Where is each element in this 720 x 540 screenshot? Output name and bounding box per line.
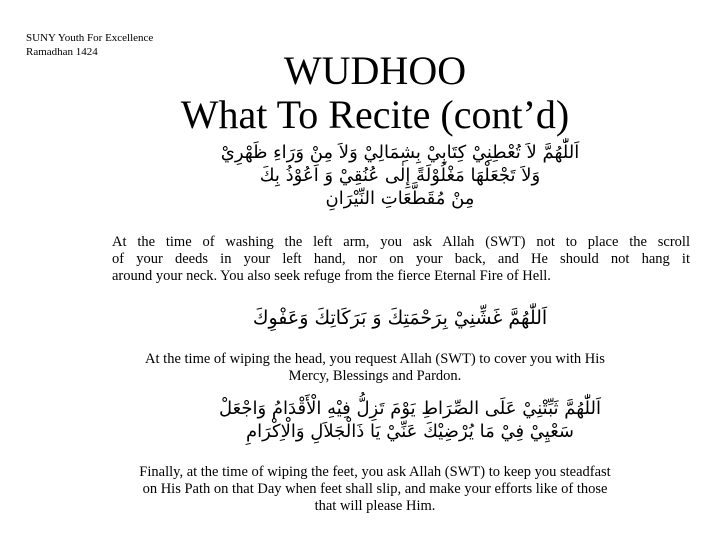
arabic-dua-left-arm xyxy=(100,141,700,210)
organization-name: SUNY Youth For Excellence xyxy=(26,32,154,44)
translation-line: Mercy, Blessings and Pardon. xyxy=(288,368,462,384)
arabic-line: مِنْ مُقَطَّعَاتِ النِّيْرَانِ xyxy=(325,188,475,209)
translation-line: of your deeds in your left hand, nor on your back, and He should not hang it xyxy=(112,251,690,267)
arabic-line: وَلاَ تَجْعَلْهَا مَغْلُوْلَةً إِلٰى عُنُقِيْ وَ اَعُوْذُ بِكَ xyxy=(259,165,541,186)
translation-head xyxy=(95,351,655,385)
translation-left-arm xyxy=(112,234,690,285)
translation-line: At the time of washing the left arm, you ask Allah (SWT) not to place the scroll xyxy=(112,234,690,250)
translation-line: that will please Him. xyxy=(314,498,436,514)
slide-subtitle: What To Recite (cont’d) xyxy=(180,92,570,137)
translation-line: Finally, at the time of wiping the feet, you ask Allah (SWT) to keep you steadfast xyxy=(139,464,611,480)
translation-line: on His Path on that Day when feet shall slip, and make your efforts like of those xyxy=(142,481,608,497)
translation-line: around your neck. You also seek refuge from the fierce Eternal Fire of Hell. xyxy=(112,268,551,284)
arabic-dua-feet xyxy=(110,397,710,443)
arabic-line: اَللّٰهُمَّ غَشِّنِيْ بِرَحْمَتِكَ وَ بَرَكَاتِكَ وَعَفْوِكَ xyxy=(252,307,548,329)
arabic-line: اَللّٰهُمَّ ثَبِّتْنِيْ عَلَى الصِّرَاطِ يَوْمَ تَزِلُّ فِيْهِ الْأَقْدَامُ وَاجْعَلْ xyxy=(219,398,601,419)
arabic-line: اَللّٰهُمَّ لاَ تُعْطِنِيْ كِتَابِيْ بِشِمَالِيْ وَلاَ مِنْ وَرَاءِ ظَهْرِيْ xyxy=(220,142,580,163)
slide-title: WUDHOO xyxy=(283,48,467,93)
translation-line: At the time of wiping the head, you request Allah (SWT) to cover you with His xyxy=(145,351,605,367)
date-label: Ramadhan 1424 xyxy=(26,46,98,58)
arabic-dua-head xyxy=(130,306,670,330)
arabic-line: سَعْيِيْ فِيْ مَا يُرْضِيْكَ عَنِّيْ يَا ذَالْجَلاَلِ وَالْاِكْرَامِ xyxy=(245,421,575,442)
translation-feet xyxy=(95,464,655,515)
